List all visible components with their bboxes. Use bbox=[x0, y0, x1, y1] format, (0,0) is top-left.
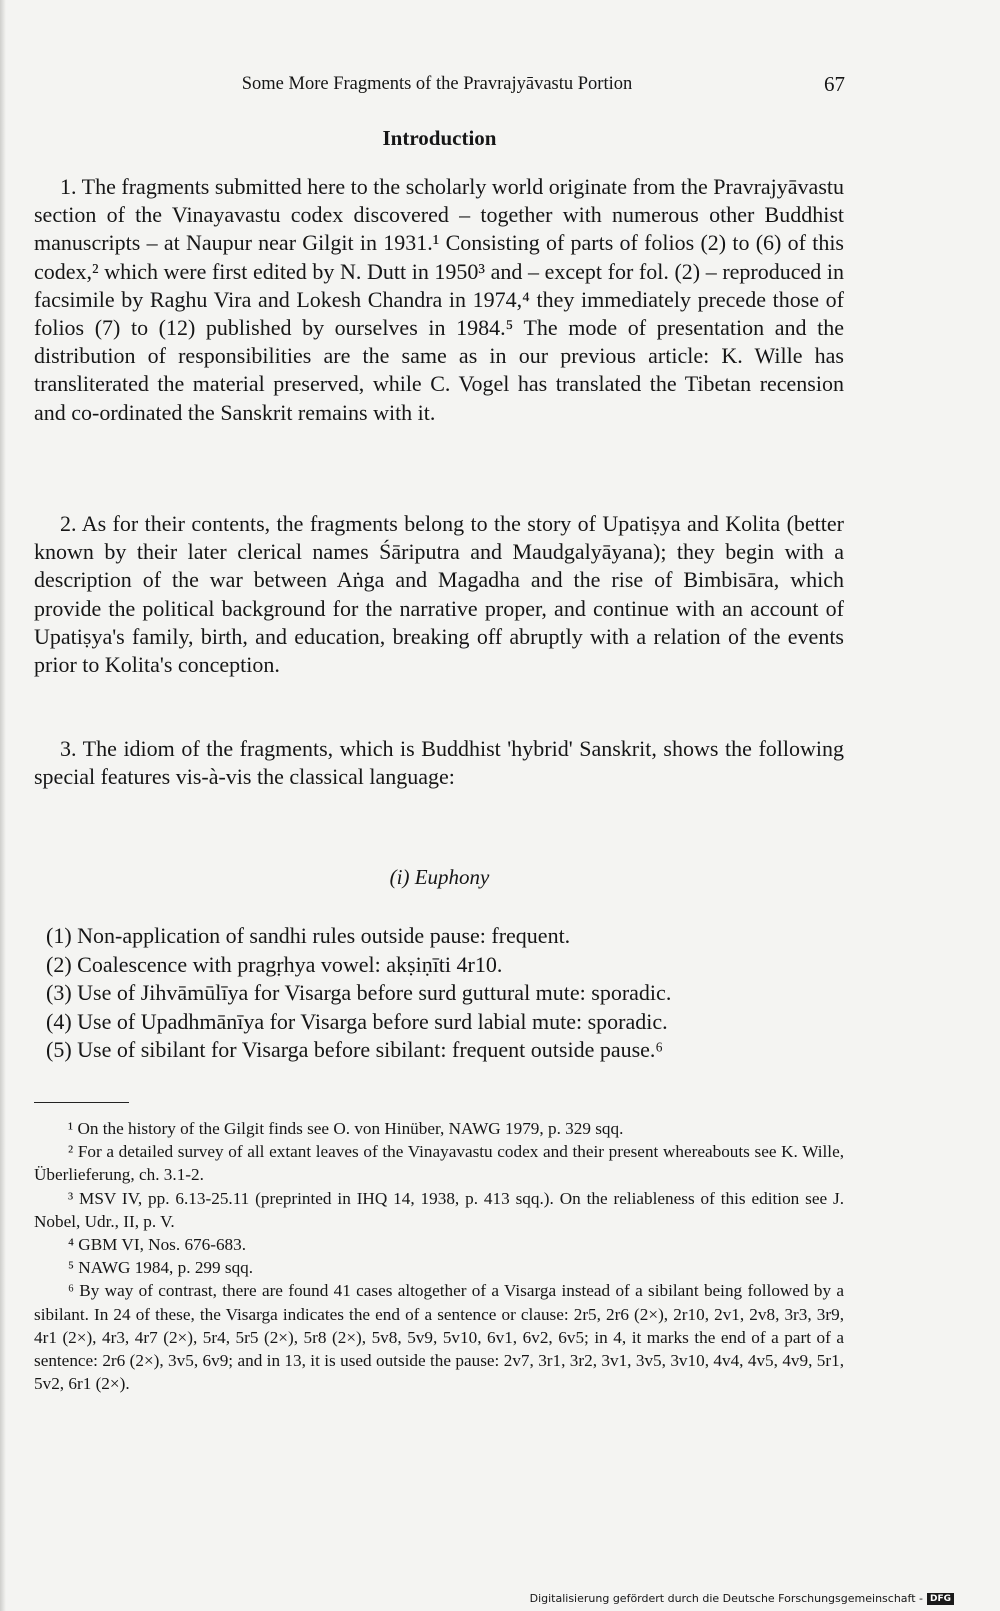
credit-text: Digitalisierung gefördert durch die Deutsche Forschungsgemeinschaft - bbox=[529, 1592, 923, 1605]
list-item: (3) Use of Jihvāmūlīya for Visarga before surd guttural mute: sporadic. bbox=[46, 980, 672, 1006]
paragraph-3: 3. The idiom of the fragments, which is Buddhist 'hybrid' Sanskrit, shows the following special features vis-à-vis the classical language: bbox=[34, 736, 844, 790]
scan-shadow bbox=[0, 0, 6, 1611]
running-title: Some More Fragments of the Pravrajyāvastu Portion bbox=[241, 74, 633, 94]
footnote-6: ⁶ By way of contrast, there are found 41 cases altogether of a Visarga instead of a sibilant being followed by a sibilant. In 24 of these, the Visarga indicates the end of a sentence or clause: 2r5, 2r6 (2×), 2r10, 2v1, 2v8, 3r3, 3r9, 4r1 (2×), 4r3, 4r7 (2×), 5r4, 5r5 (2×), 5r8 (2×), 5v8, 5v9, 5v10, 6v1, 6v2, 6v5; in 4, it marks the end of a part of a sentence: 2r6 (2×), 3v5, 6v9; and in 13, it is used outside the pause: 2v7, 3r1, 3r2, 3v1, 3v5, 3v10, 4v4, 4v5, 4v9, 5r1, 5v2, 6r1 (2×). bbox=[34, 1281, 844, 1394]
list-item: (4) Use of Upadhmānīya for Visarga before surd labial mute: sporadic. bbox=[46, 1008, 668, 1034]
footnote-5: ⁵ NAWG 1984, p. 299 sqq. bbox=[68, 1258, 254, 1278]
subsection-title: (i) Euphony bbox=[389, 865, 490, 889]
paragraph-1: 1. The fragments submitted here to the scholarly world originate from the Pravrajyāvastu section of the Vinayavastu codex discovered – together with numerous other Buddhist manuscripts – at Naupur near Gilgit in 1931.¹ Consisting of parts of folios (2) to (6) of this codex,² which were first edited by N. Dutt in 1950³ and – except for fol. (2) – reproduced in facsimile by Raghu Vira and Lokesh Chandra in 1974,⁴ they immediately precede those of folios (7) to (12) published by ourselves in 1984.⁵ The mode of presentation and the distribution of responsibilities are the same as in our previous article: K. Wille has transliterated the material preserved, while C. Vogel has translated the Tibetan recension and co-ordinated the Sanskrit remains with it. bbox=[34, 174, 844, 425]
footnote-1: ¹ On the history of the Gilgit finds see O. von Hinüber, NAWG 1979, p. 329 sqq. bbox=[68, 1119, 624, 1138]
footnote-3: ³ MSV IV, pp. 6.13-25.11 (preprinted in IHQ 14, 1938, p. 413 sqq.). On the reliableness of this edition see J. Nobel, Udr., II, p. V. bbox=[34, 1188, 844, 1231]
footnote-2: ² For a detailed survey of all extant leaves of the Vinayavastu codex and their present whereabouts see K. Wille, Überlieferung, ch. 3.1-2. bbox=[34, 1142, 844, 1185]
digitization-credit bbox=[530, 1592, 954, 1605]
feature-list bbox=[46, 922, 846, 1065]
list-item: (2) Coalescence with pragṛhya vowel: akṣiṇīti 4r10. bbox=[46, 951, 503, 977]
footnote-divider bbox=[34, 1102, 129, 1103]
page-number: 67 bbox=[824, 72, 845, 96]
footnote-4: ⁴ GBM VI, Nos. 676-683. bbox=[68, 1235, 247, 1255]
list-item: (1) Non-application of sandhi rules outside pause: frequent. bbox=[46, 923, 571, 948]
dfg-logo: DFG bbox=[927, 1593, 954, 1605]
section-title: Introduction bbox=[382, 126, 497, 150]
footnotes bbox=[34, 1117, 844, 1395]
list-item: (5) Use of sibilant for Visarga before sibilant: frequent outside pause.⁶ bbox=[46, 1037, 664, 1063]
paragraph-2: 2. As for their contents, the fragments belong to the story of Upatiṣya and Kolita (better known by their later clerical names Śāriputra and Maudgalyāyana); they begin with a description of the war between Aṅga and Magadha and the rise of Bimbisāra, which provide the political background for the narrative proper, and continue with an account of Upatiṣya's family, birth, and education, breaking off abruptly with a relation of the events prior to Kolita's conception. bbox=[34, 511, 844, 678]
